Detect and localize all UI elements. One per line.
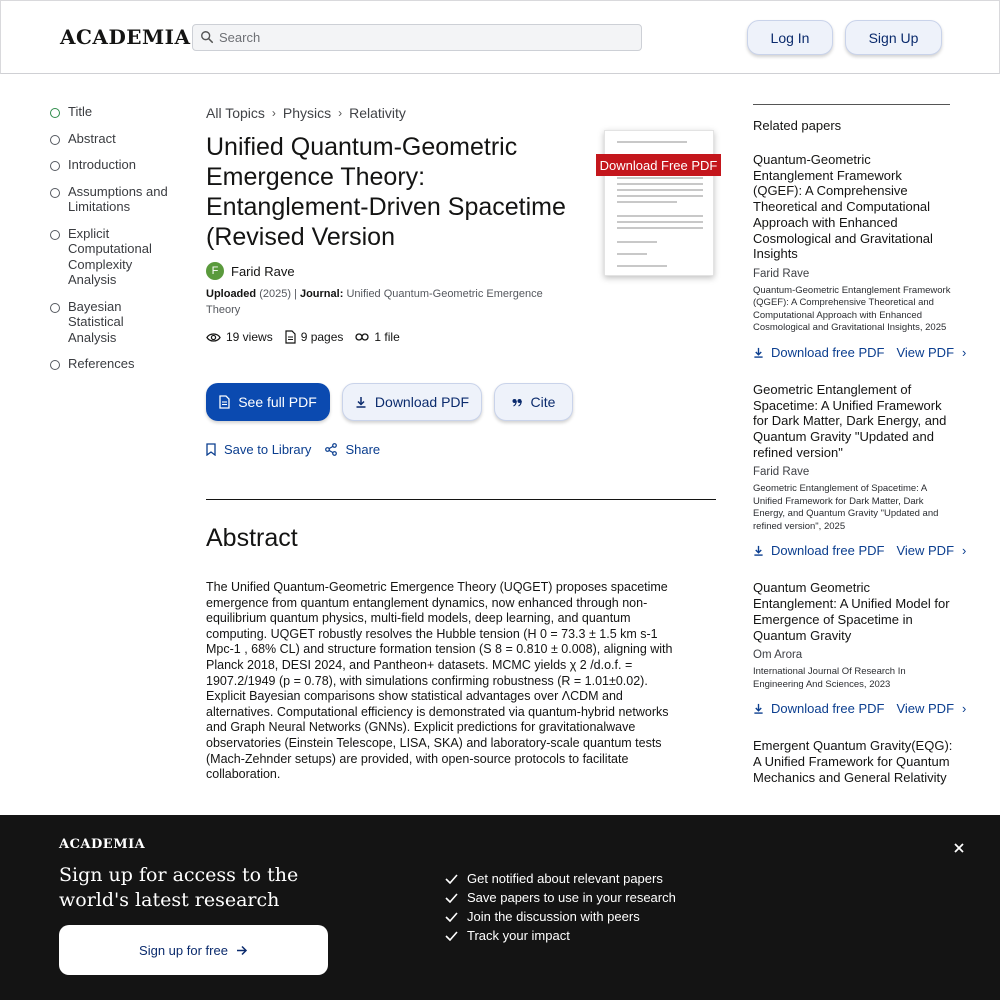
search-icon: [200, 30, 214, 44]
toc-dot-icon: [50, 360, 60, 370]
toc-item-bayesian[interactable]: [50, 299, 170, 346]
benefit-label: Track your impact: [467, 928, 570, 943]
download-icon: [753, 545, 764, 556]
journal-name[interactable]: Unified Quantum-Geometric Emergence Theory: [206, 288, 543, 316]
download-free-pdf-link[interactable]: [753, 543, 884, 558]
toc-label: Abstract: [68, 130, 116, 146]
cite-label: Cite: [530, 394, 556, 410]
download-free-pdf-link[interactable]: [753, 701, 884, 716]
related-paper-desc: Quantum-Geometric Entanglement Framework (QGEF): A Comprehensive Theoretical and Computational Approach with Enhanced Cosmological and Gravitational Insights, 2025: [753, 284, 951, 334]
related-paper-links: [753, 344, 967, 360]
toc-label: Bayesian Statistical Analysis: [68, 298, 124, 345]
benefit-label: Save papers to use in your research: [467, 890, 676, 905]
link-icon: [355, 332, 369, 342]
toc-item-complexity[interactable]: [50, 226, 170, 288]
download-pdf-button[interactable]: [342, 383, 482, 421]
sign-up-free-button[interactable]: [59, 925, 328, 975]
toc-item-title[interactable]: [50, 104, 170, 120]
files-stat: [355, 330, 399, 344]
download-free-pdf-link[interactable]: [753, 345, 884, 360]
pdf-page-preview: [604, 130, 714, 276]
view-pdf-label: View PDF: [896, 543, 955, 559]
author-name[interactable]: Farid Rave: [231, 263, 295, 279]
download-pdf-label: Download PDF: [374, 394, 470, 410]
see-full-pdf-label: See full PDF: [238, 394, 317, 410]
paper-stats: [206, 330, 412, 344]
related-paper-title[interactable]: Quantum Geometric Entanglement: A Unified Model for Emergence of Spacetime in Quantum Gravity: [753, 580, 950, 643]
related-paper-card: [753, 381, 967, 559]
academia-logo[interactable]: ACADEMIA: [60, 25, 191, 49]
download-icon: [753, 703, 764, 714]
related-paper-title[interactable]: Geometric Entanglement of Spacetime: A Unified Framework for Dark Matter, Dark Energy, and Quantum Gravity "Updated and refined version": [753, 381, 947, 460]
view-pdf-label: View PDF: [896, 344, 955, 360]
toc-label: References: [68, 356, 135, 371]
toc-item-abstract[interactable]: [50, 131, 170, 147]
pdf-thumbnail[interactable]: [599, 130, 718, 280]
author-row[interactable]: [206, 262, 295, 280]
toc-dot-icon: [50, 188, 60, 198]
view-pdf-link[interactable]: [896, 701, 966, 716]
arrow-right-icon: [236, 945, 248, 956]
benefit-item: [445, 926, 676, 945]
toc-dot-icon: [50, 135, 60, 145]
banner-benefits: [445, 869, 676, 945]
login-button[interactable]: Log In: [747, 20, 833, 55]
benefit-item: [445, 907, 676, 926]
avatar: F: [206, 262, 224, 280]
related-paper-author[interactable]: Farid Rave: [753, 267, 810, 280]
secondary-actions: [206, 442, 394, 457]
section-divider: [206, 499, 716, 500]
chevron-right-icon: ›: [962, 344, 967, 360]
related-paper-card: [753, 152, 967, 360]
related-paper-title[interactable]: Quantum-Geometric Entanglement Framework (QGEF): A Comprehensive Theoretical and Computational Approach with Enhanced Cosmological and Gravitational Insights: [753, 152, 933, 262]
related-paper-card: [753, 738, 953, 785]
save-to-library-label: Save to Library: [224, 442, 312, 457]
eye-icon: [206, 332, 221, 343]
check-icon: [445, 912, 458, 922]
related-divider: [753, 104, 950, 105]
download-icon: [753, 347, 764, 358]
toc-dot-icon: [50, 303, 60, 313]
check-icon: [445, 893, 458, 903]
breadcrumb-all-topics[interactable]: All Topics: [206, 105, 265, 121]
download-free-pdf-label: Download free PDF: [771, 543, 885, 559]
quote-icon: [512, 398, 523, 407]
breadcrumb: [206, 104, 716, 122]
benefit-item: [445, 888, 676, 907]
uploaded-year: (2025): [259, 288, 291, 300]
toc-item-assumptions[interactable]: [50, 184, 170, 215]
related-paper-card: [753, 580, 967, 717]
view-pdf-link[interactable]: [896, 543, 966, 558]
cite-button[interactable]: [494, 383, 573, 421]
check-icon: [445, 931, 458, 941]
toc-dot-icon: [50, 230, 60, 240]
uploaded-label: Uploaded: [206, 288, 257, 300]
chevron-right-icon: ›: [338, 106, 343, 120]
toc-label: Explicit Computational Complexity Analysis: [68, 225, 152, 287]
toc-label: Introduction: [68, 157, 136, 172]
benefit-label: Join the discussion with peers: [467, 909, 640, 924]
share-link[interactable]: [325, 442, 380, 457]
save-to-library-link[interactable]: [206, 442, 311, 457]
download-free-pdf-badge[interactable]: Download Free PDF: [596, 154, 721, 176]
bookmark-icon: [206, 443, 216, 456]
signup-banner: [0, 815, 1000, 1000]
toc-item-introduction[interactable]: [50, 157, 170, 173]
search-box[interactable]: [192, 24, 642, 51]
pages-count: 9 pages: [300, 330, 344, 344]
views-stat: [206, 330, 273, 344]
document-icon: [219, 395, 230, 409]
chevron-right-icon: ›: [271, 106, 276, 120]
chevron-right-icon: ›: [962, 701, 967, 717]
related-paper-author[interactable]: Farid Rave: [753, 466, 810, 479]
sign-up-free-label: Sign up for free: [139, 942, 228, 958]
toc-label: Title: [68, 104, 93, 119]
related-papers: [753, 104, 967, 785]
site-header: [0, 0, 1000, 74]
view-pdf-link[interactable]: [896, 345, 966, 360]
toc-dot-icon: [50, 161, 60, 171]
paper-actions: [206, 383, 585, 421]
breadcrumb-physics[interactable]: Physics: [282, 105, 332, 121]
abstract-text: The Unified Quantum-Geometric Emergence Theory (UQGET) proposes spacetime emergence from quantum entanglement dynamics, now enhanced through non-equilibrium quantum physics, multi-field models, deep learning, and quantum computing. UQGET robustly resolves the Hubble tension (H 0 = 73.3 ± 1.5 km s-1 Mpc-1 , 68% CL) and structure formation tension (S 8 = 0.810 ± 0.008), aligning with Planck 2018, DESI 2024, and Pantheon+ datasets. MCMC yields χ 2 /d.o.f. = 1907.2/1949 (p = 0.78), with simulations confirming robustness (R = 1.01±0.02). Explicit Bayesian comparisons show statistical advantages over ΛCDM and alternatives. Computational efficiency is demonstrated via quantum-hybrid networks and Graph Neural Networks (GNNs). Explicit predictions for gravitationalwave observatories (Einstein Telescope, LISA, SKA) and laboratory-scale quantum tests (Mach-Zehnder setups) are provided, with open-source protocols to facilitate collaboration.: [206, 580, 673, 782]
related-paper-title[interactable]: Emergent Quantum Gravity(EQG): A Unified Framework for Quantum Mechanics and General Relativity: [753, 738, 953, 785]
benefit-item: [445, 869, 676, 888]
check-icon: [445, 874, 458, 884]
document-icon: [285, 330, 296, 344]
journal-label: Journal:: [299, 288, 344, 300]
see-full-pdf-button[interactable]: [206, 383, 330, 421]
chevron-right-icon: ›: [962, 543, 967, 559]
table-of-contents: [50, 104, 170, 383]
related-paper-desc: International Journal Of Research In Engineering And Sciences, 2023: [753, 666, 906, 690]
related-heading: Related papers: [753, 118, 842, 133]
pages-stat: [285, 330, 344, 344]
paper-title: Unified Quantum-Geometric Emergence Theory: Entanglement-Driven Spacetime (Revised Version: [206, 133, 566, 251]
toc-active-dot-icon: [50, 108, 60, 118]
files-count: 1 file: [374, 330, 400, 344]
toc-label: Assumptions and Limitations: [68, 183, 168, 214]
banner-logo: ACADEMIA: [59, 837, 146, 852]
download-free-pdf-label: Download free PDF: [771, 701, 885, 717]
toc-item-references[interactable]: [50, 356, 170, 372]
download-free-pdf-label: Download free PDF: [771, 344, 885, 360]
related-paper-desc: Geometric Entanglement of Spacetime: A Unified Framework for Dark Matter, Dark Energy, and Quantum Gravity "Updated and refined version", 2025: [753, 483, 939, 532]
abstract-heading: Abstract: [206, 524, 298, 552]
main-content: [206, 104, 718, 782]
related-paper-links: [753, 543, 967, 559]
banner-title: Sign up for access to the world's latest research: [59, 864, 299, 911]
views-count: 19 views: [226, 330, 273, 344]
view-pdf-label: View PDF: [896, 701, 955, 717]
share-label: Share: [345, 442, 381, 457]
breadcrumb-relativity[interactable]: Relativity: [349, 105, 406, 121]
share-icon: [325, 443, 337, 456]
signup-button[interactable]: Sign Up: [845, 20, 942, 55]
related-paper-author[interactable]: Om Arora: [753, 649, 803, 662]
search-input[interactable]: [219, 27, 629, 48]
download-icon: [355, 396, 367, 408]
benefit-label: Get notified about relevant papers: [467, 871, 663, 886]
related-paper-links: [753, 701, 967, 717]
paper-meta: Uploaded (2025) | Journal: Unified Quantum-Geometric Emergence Theory: [206, 288, 543, 316]
close-icon[interactable]: [952, 841, 966, 855]
